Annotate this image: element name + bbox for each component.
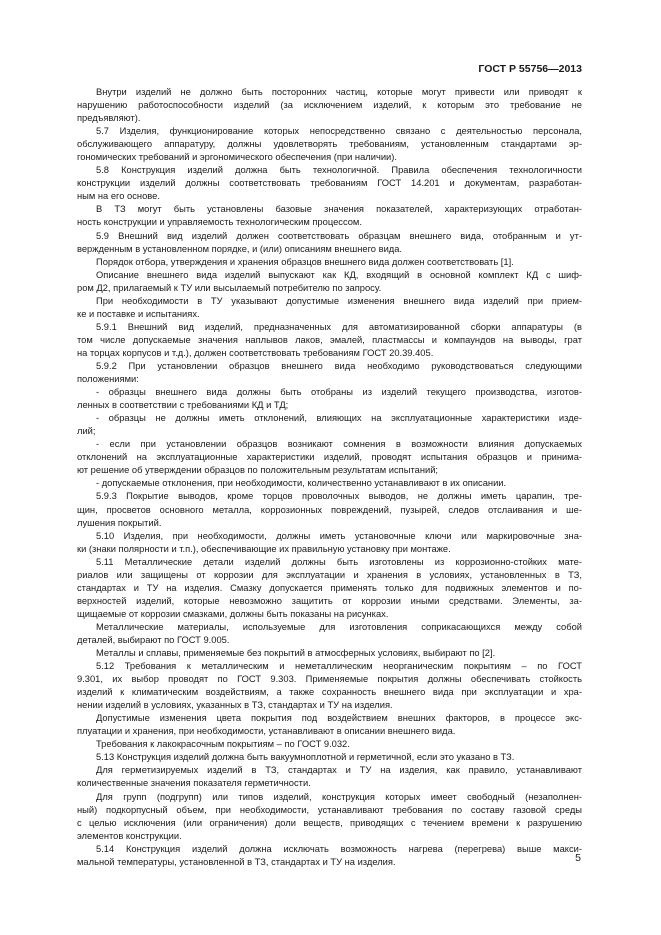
text-line: деталей, выбирают по ГОСТ 9.005. [77, 634, 230, 645]
text-line: конструкции изделий должны соответствовать требованиям ГОСТ 14.201 и документам, разработан- [77, 178, 582, 189]
paragraph [77, 712, 582, 738]
text-line: верхностей изделий, которые невозможно защитить от коррозии иными средствами. Элементы, за- [77, 595, 582, 606]
text-line: изделий к климатическим воздействиям, а также сохранность внешнего вида при эксплуатации и хра- [77, 687, 582, 698]
paragraph [77, 203, 582, 229]
text-line: лушения покрытий. [77, 517, 162, 528]
paragraph [77, 230, 582, 256]
text-line: стандартах и ТУ на изделия. Смазку допускается применять только для подвижных элементов и по- [77, 582, 582, 593]
text-line: том числе допускаемые значения наплывов лаков, эмалей, пластмассы и компаундов на выводы, грат [77, 334, 582, 345]
paragraph [77, 621, 582, 647]
text-line: ки (знаки полярности и т.п.), обеспечивающие их правильную установку при монтаже. [77, 543, 451, 554]
text-line: Для групп (подгрупп) или типов изделий, конструкция которых имеет свободный (незаполнен- [96, 791, 582, 802]
text-line: предъявляют). [77, 113, 141, 124]
text-line: ром Д2, прилагаемый к ТУ или высылаемый потребителю по запросу. [77, 282, 382, 293]
text-line: 5.9 Внешний вид изделий должен соответствовать образцам внешнего вида, отобранным и ут- [96, 230, 582, 241]
text-line: мальной температуры, установленной в ТЗ, стандартах и ТУ на изделия. [77, 856, 396, 867]
paragraph [77, 386, 582, 412]
paragraph [77, 321, 582, 360]
text-line: Металлические материалы, используемые для изготовления соприкасающихся между собой [96, 621, 582, 632]
text-line: щин, просветов основного металла, коррозионных повреждений, пузырей, следов отслаивания и ше- [77, 504, 582, 515]
paragraph [77, 647, 582, 660]
text-line: - допускаемые отклонения, при необходимости, количественно устанавливают в их описании. [96, 478, 507, 489]
text-line: плуатации и хранения, при необходимости, устанавливают в описании внешнего вида. [77, 726, 456, 737]
text-line: гономических требований и эргономического обеспечения (при наличии). [77, 152, 397, 163]
paragraph [77, 751, 582, 764]
paragraph [77, 164, 582, 203]
text-line: вержденным в установленном порядке, и (или) описаниям внешнего вида. [77, 243, 403, 254]
text-line: Внутри изделий не должно быть посторонних частиц, которые могут привести или приводят к [96, 87, 582, 97]
text-line: 5.12 Требования к металлическим и неметаллическим неорганическим покрытиям – по ГОСТ [96, 661, 582, 672]
paragraph [77, 86, 582, 125]
text-line: Описание внешнего вида изделий выпускают как КД, входящий в основной комплект КД с шиф- [96, 269, 582, 280]
paragraph [77, 412, 582, 438]
text-line: 5.9.3 Покрытие выводов, кроме торцов проволочных выводов, не должны иметь царапин, тре- [96, 491, 582, 502]
text-line: 5.14 Конструкция изделий должна исключать возможность нагрева (перегрева) выше макси- [96, 843, 582, 854]
paragraph [77, 738, 582, 751]
paragraph [77, 125, 582, 164]
text-line: Металлы и сплавы, применяемые без покрытий в атмосферных условиях, выбирают по [2]. [96, 648, 496, 659]
text-line: лий; [77, 426, 96, 437]
text-line: 5.9.1 Внешний вид изделий, предназначенных для автоматизированной сборки аппаратуры (в [96, 321, 582, 332]
paragraph [77, 360, 582, 386]
text-line: В ТЗ могут быть установлены базовые значения показателей, характеризующих отработан- [96, 204, 582, 215]
text-line: нении изделий в условиях, указанных в ТЗ, стандартах и ТУ на изделия. [77, 700, 393, 711]
text-line: отклонений на эксплуатационные характеристики изделий, проводят испытания образцов и принима- [77, 452, 582, 463]
paragraph [77, 791, 582, 843]
text-line: При необходимости в ТУ указывают допустимые изменения внешнего вида изделий при прием- [96, 295, 582, 306]
paragraph [77, 764, 582, 790]
paragraph [77, 295, 582, 321]
paragraph [77, 530, 582, 556]
text-line: 5.13 Конструкция изделий должна быть вакуумноплотной и герметичной, если это указано в ТЗ. [96, 752, 515, 763]
text-line: 5.8 Конструкция изделий должна быть технологичной. Правила обеспечения технологичности [96, 165, 582, 176]
text-line: 5.7 Изделия, функционирование которых непосредственно связано с деятельностью персонала, [96, 126, 582, 137]
text-line: на торцах корпусов и т.д.), должен соответствовать требованиям ГОСТ 20.39.405. [77, 347, 434, 358]
paragraph [77, 490, 582, 529]
text-line: ленных в соответствии с требованиями КД и ТД; [77, 400, 289, 411]
page-number: 5 [575, 852, 581, 864]
text-line: ке и поставке и испытаниях. [77, 308, 200, 319]
text-line: Для герметизируемых изделий в ТЗ, стандартах и ТУ на изделия, как правило, устанавливают [96, 765, 582, 776]
text-line: Порядок отбора, утверждения и хранения образцов внешнего вида должен соответствовать [1]. [96, 256, 514, 267]
text-line: ным на его основе. [77, 191, 160, 202]
text-line: 5.11 Металлические детали изделий должны быть изготовлены из коррозионно-стойких мате- [96, 556, 582, 567]
text-line: 9.301, их выбор проводят по ГОСТ 9.303. Применяемые покрытия должны обеспечивать стойкость [77, 674, 582, 685]
document-header: ГОСТ Р 55756—2013 [478, 63, 582, 75]
text-line: риалов или защищены от коррозии для эксплуатации и хранения в условиях, установленных в ТЗ, [77, 569, 582, 580]
text-line: обслуживающего аппаратуру, должны удовлетворять требованиям, установленным стандартами эр- [77, 139, 582, 150]
paragraph [77, 269, 582, 295]
text-line: нарушению работоспособности изделий (за исключением изделий, к которым это требование не [77, 100, 582, 111]
text-line: количественные значения показателя герметичности. [77, 778, 311, 789]
paragraph [77, 256, 582, 269]
text-line: - если при установлении образцов возникают сомнения в возможности влияния допускаемых [96, 439, 582, 450]
text-line: Допустимые изменения цвета покрытия под воздействием внешних факторов, в процессе экс- [96, 713, 582, 724]
text-line: ный) подкорпусный объем, при необходимости, устанавливают требования по составу газовой среды [77, 804, 582, 815]
text-line: ют решение об утверждении образцов по положительным результатам испытаний; [77, 465, 439, 476]
paragraph [77, 660, 582, 712]
text-line: щищаемые от коррозии смазками, должны быть показаны на рисунках. [77, 608, 389, 619]
text-line: 5.9.2 При установлении образцов внешнего вида необходимо руководствоваться следующими [96, 360, 582, 371]
text-line: ность конструкции и управляемость технологическим процессом. [77, 217, 362, 228]
text-line: элементов конструкции. [77, 830, 182, 841]
paragraph [77, 477, 582, 490]
text-line: Требования к лакокрасочным покрытиям – по ГОСТ 9.032. [96, 739, 350, 750]
paragraph [77, 438, 582, 477]
text-line: положениями: [77, 374, 139, 385]
text-line: с целью исключения (или ограничения) доли веществ, приводящих с течением времени к разрушению [77, 817, 582, 828]
text-line: - образцы не должны иметь отклонений, влияющих на эксплуатационные характеристики изде- [96, 413, 582, 424]
text-line: - образцы внешнего вида должны быть отобраны из изделий текущего производства, изготов- [96, 387, 582, 398]
paragraph [77, 843, 582, 869]
text-line: 5.10 Изделия, при необходимости, должны иметь установочные ключи или маркировочные зна- [96, 530, 582, 541]
paragraph [77, 556, 582, 621]
document-body [77, 86, 582, 869]
